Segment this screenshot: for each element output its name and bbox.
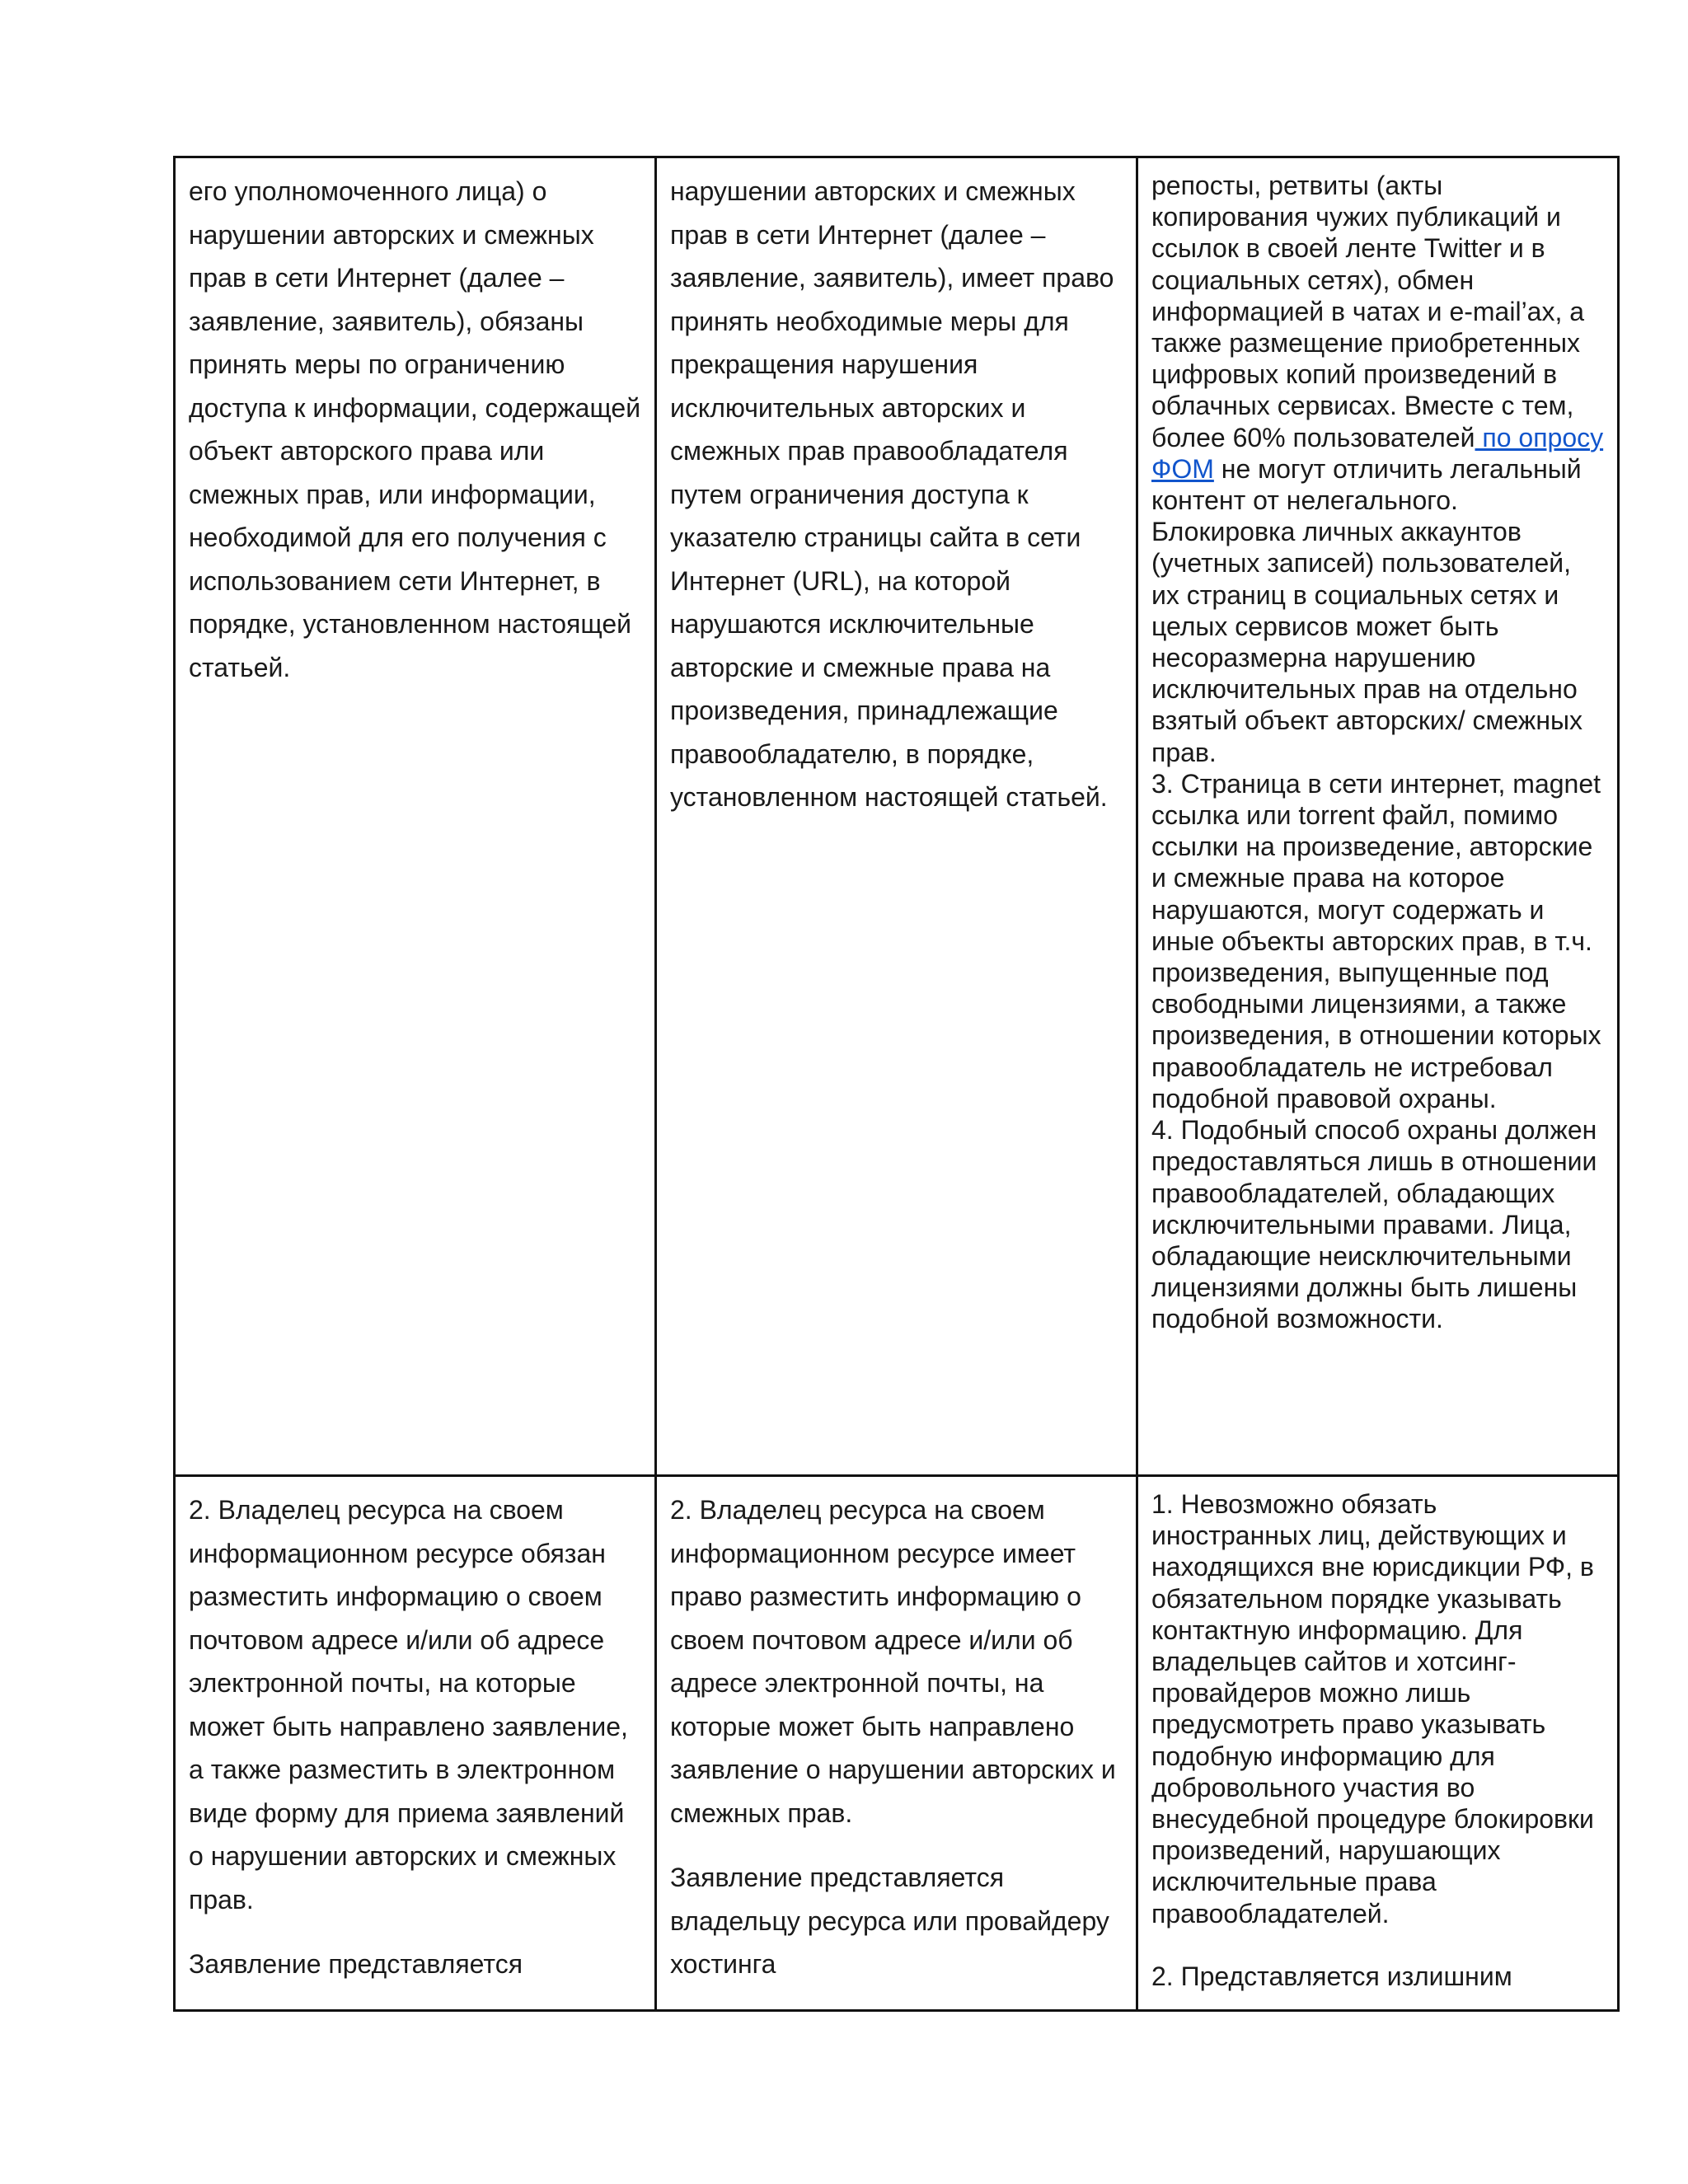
table-cell-rationale [1137, 157, 1619, 1476]
cell-text: не могут отличить легальный контент от нелегального. Блокировка личных аккаунтов (учетных записей) пользователей, их страниц в социальных сетях и целых сервисов может быть несоразмерна нарушению исключительных прав на отдельно взятый объект авторских/ смежных прав. [1151, 453, 1582, 767]
cell-paragraph: Заявление представляется [189, 1949, 523, 1979]
cell-paragraph: 2. Владелец ресурса на своем информационном ресурсе обязан разместить информацию о своем почтовом адресе и/или об адресе электронной почты, на которые может быть направлено заявление, а также разместить в электронном виде форму для приема заявлений о нарушении авторских и смежных прав. [189, 1495, 628, 1915]
fom-survey-link[interactable]: по опросу ФОМ [1151, 422, 1604, 484]
cell-paragraph: 3. Страница в сети интернет, magnet ссылка или torrent файл, помимо ссылки на произведение, авторские и смежные права на которое нарушаются, могут содержать и иные объекты авторских прав, в т.ч. произведения, выпущенные под свободными лицензиями, а также произведения, в отношении которых правообладатель не истребовал подобной правовой охраны. [1151, 768, 1601, 1113]
table-cell-proposed [656, 1476, 1137, 2011]
table-cell-proposed [656, 157, 1137, 1476]
cell-text: его уполномоченного лица) о нарушении авторских и смежных прав в сети Интернет (далее – заявление, заявитель), обязаны принять меры по ограничению доступа к информации, содержащей объект авторского права или смежных прав, или информации, необходимой для его получения с использованием сети Интернет, в порядке, установленном настоящей статьей. [189, 176, 641, 682]
table-cell-original [175, 1476, 656, 2011]
cell-text: репосты, ретвиты (акты копирования чужих публикаций и ссылок в своей ленте Twitter и в социальных сетях), обмен информацией в чатах и e-mail’ах, а также размещение приобретенных цифровых копий произведений в облачных сервисах. Вместе с тем, более 60% пользователей [1151, 171, 1585, 452]
comparison-table [173, 156, 1620, 2012]
cell-paragraph: Заявление представляется владельцу ресурса или провайдеру хостинга [670, 1863, 1109, 1979]
table-cell-original [175, 157, 656, 1476]
cell-paragraph: 2. Владелец ресурса на своем информационном ресурсе имеет право разместить информацию о своем почтовом адресе и/или об адресе электронной почты, на которые может быть направлено заявление о нарушении авторских и смежных прав. [670, 1495, 1116, 1828]
cell-paragraph: 4. Подобный способ охраны должен предоставляться лишь в отношении правообладателей, обладающих исключительными правами. Лица, обладающие неисключительными лицензиями должны быть лишены подобной возможности. [1151, 1115, 1597, 1334]
table-cell-rationale [1137, 1476, 1619, 2011]
cell-paragraph [1151, 170, 1604, 768]
cell-paragraph: 1. Невозможно обязать иностранных лиц, действующих и находящихся вне юрисдикции РФ, в обязательном порядке указывать контактную информацию. Для владельцев сайтов и хотсинг-провайдеров можно лишь предусмотреть право указывать подобную информацию для добровольного участия во внесудебной процедуре блокировки произведений, нарушающих исключительные права правообладателей. [1151, 1489, 1594, 1929]
table-row [175, 1476, 1619, 2011]
cell-text: нарушении авторских и смежных прав в сети Интернет (далее – заявление, заявитель), имеет право принять необходимые меры для прекращения нарушения исключительных авторских и смежных прав правообладателя путем ограничения доступа к указателю страницы сайта в сети Интернет (URL), на которой нарушаются исключительные авторские и смежные права на произведения, принадлежащие правообладателю, в порядке, установленном настоящей статьей. [670, 176, 1114, 812]
table-row [175, 157, 1619, 1476]
cell-paragraph: 2. Представляется излишним [1151, 1961, 1512, 1991]
